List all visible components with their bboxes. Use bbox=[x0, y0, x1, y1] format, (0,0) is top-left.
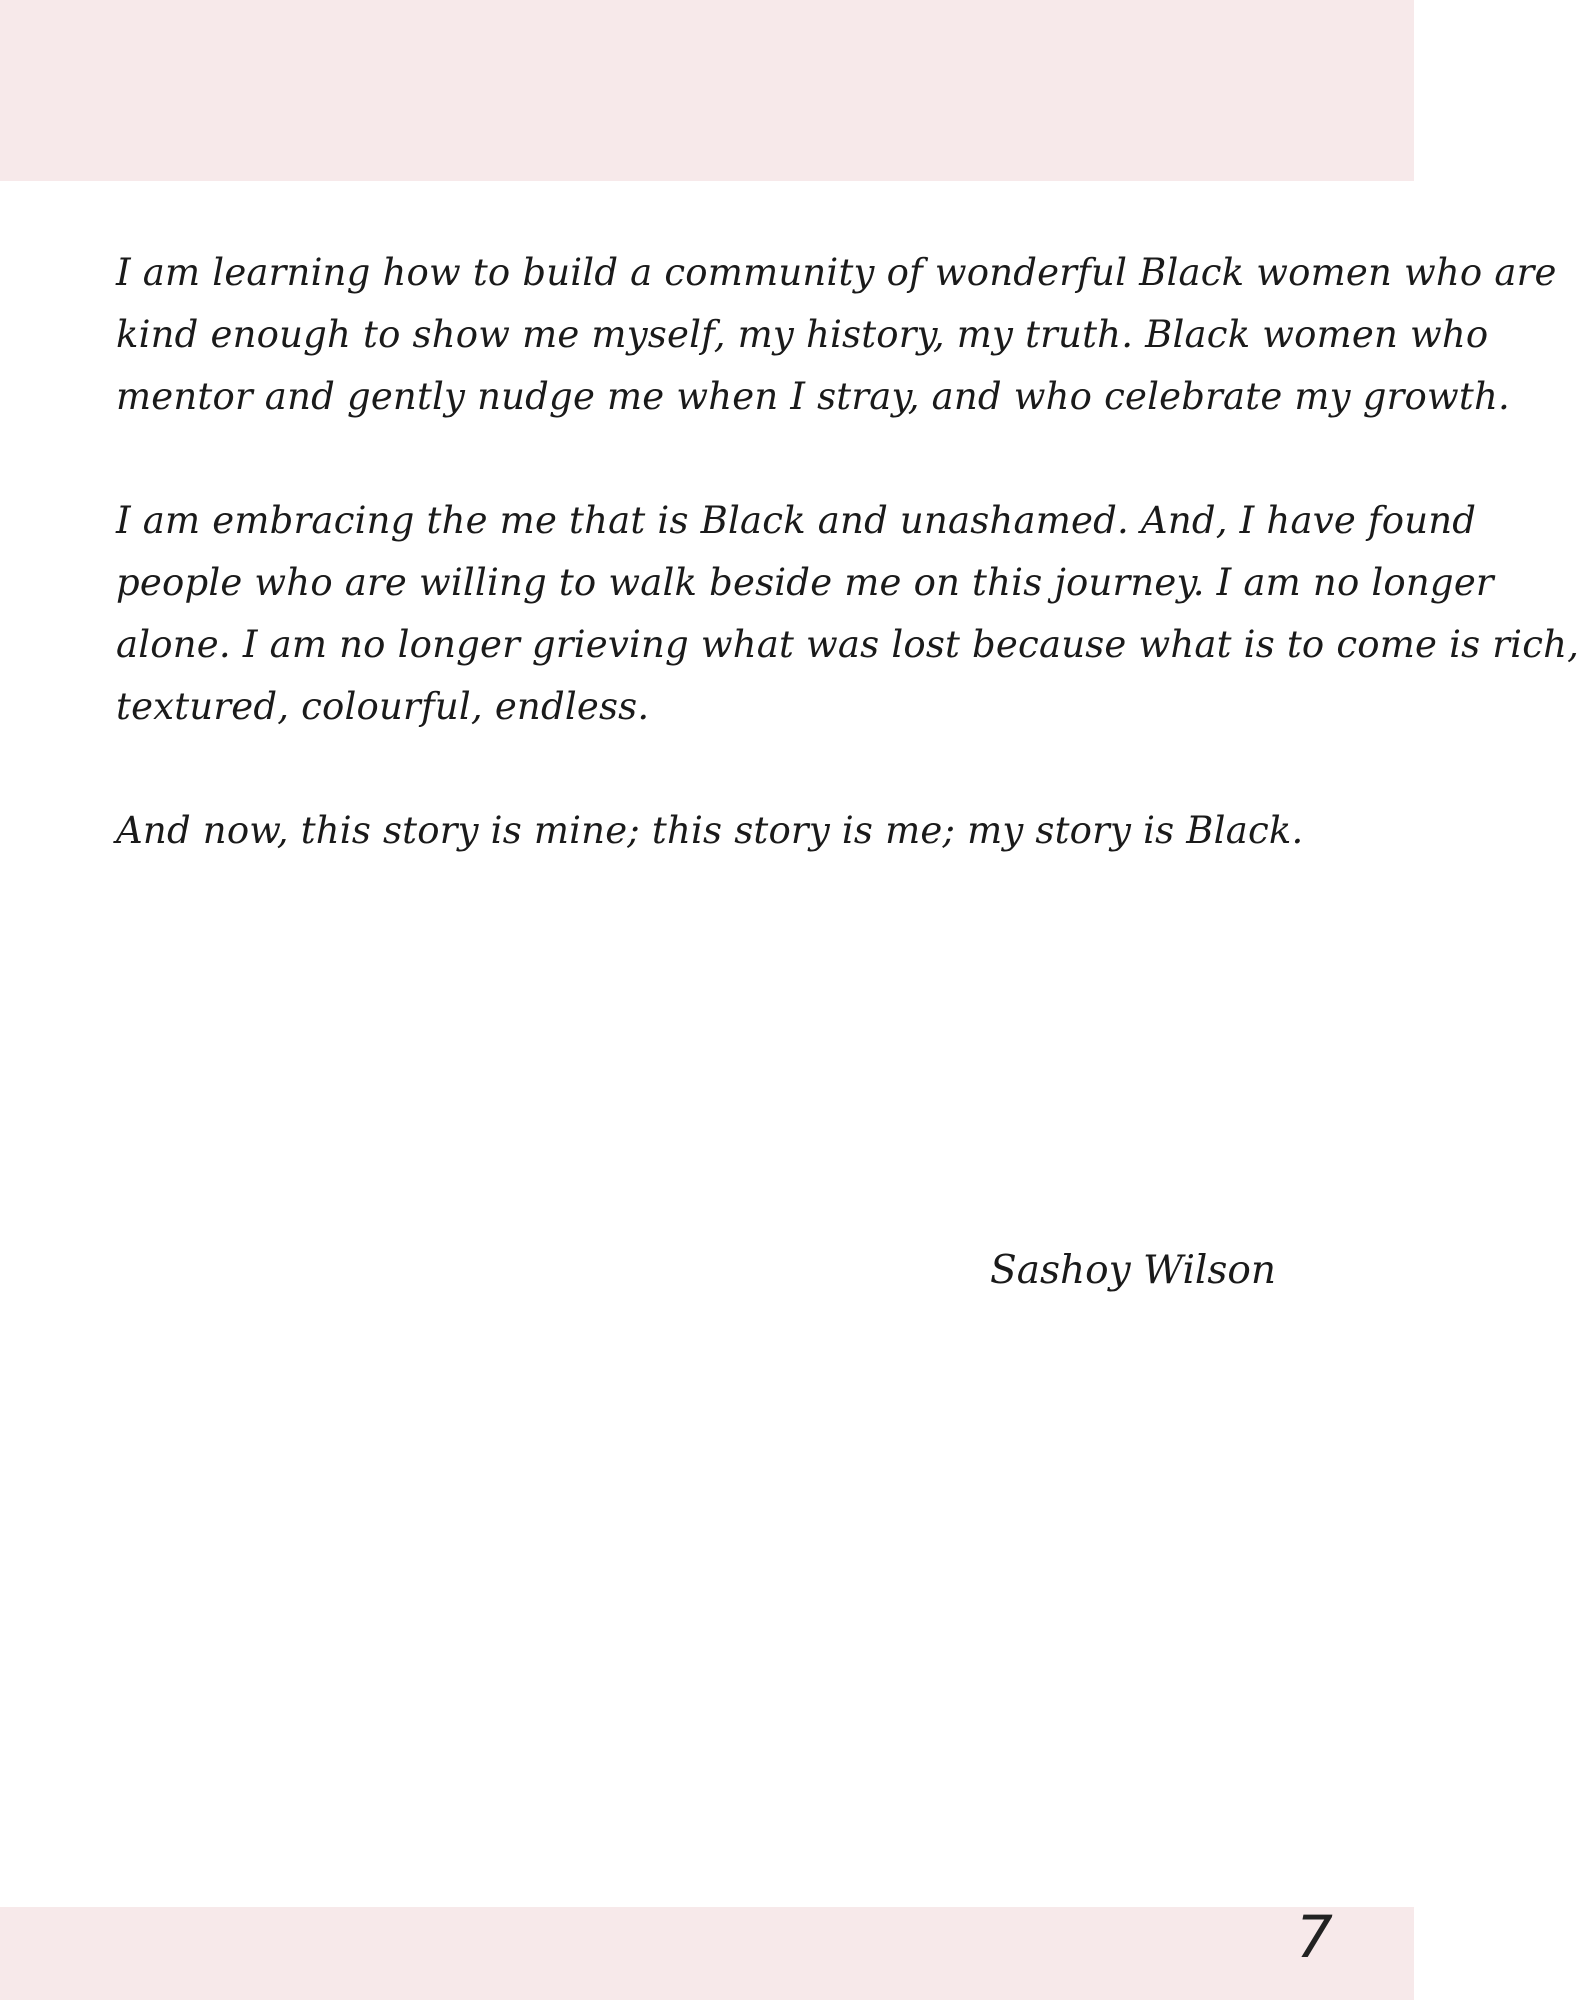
text-line: textured, colourful, endless. bbox=[116, 685, 650, 728]
text-line: And now, this story is mine; this story is me; my story is Black. bbox=[116, 809, 1304, 852]
page-content bbox=[116, 242, 1579, 924]
text-line: kind enough to show me myself, my history, my truth. Black women who bbox=[116, 313, 1489, 356]
page-number-text: 7 bbox=[1296, 1903, 1333, 1971]
paragraph-embracing bbox=[116, 490, 1579, 738]
header-band bbox=[0, 0, 1414, 181]
paragraph-community bbox=[116, 242, 1557, 428]
footer-band bbox=[0, 1907, 1414, 2000]
text-line: I am learning how to build a community of wonderful Black women who are bbox=[116, 251, 1557, 294]
text-line: alone. I am no longer grieving what was lost because what is to come is rich, bbox=[116, 623, 1579, 666]
text-line: I am embracing the me that is Black and unashamed. And, I have found bbox=[116, 499, 1477, 542]
author-signature: Sashoy Wilson bbox=[990, 1248, 1276, 1293]
paragraph-closing bbox=[116, 800, 1316, 862]
text-line: mentor and gently nudge me when I stray, and who celebrate my growth. bbox=[116, 375, 1510, 418]
page-number bbox=[1294, 1903, 1338, 1971]
text-line: people who are willing to walk beside me on this journey. I am no longer bbox=[116, 561, 1494, 604]
